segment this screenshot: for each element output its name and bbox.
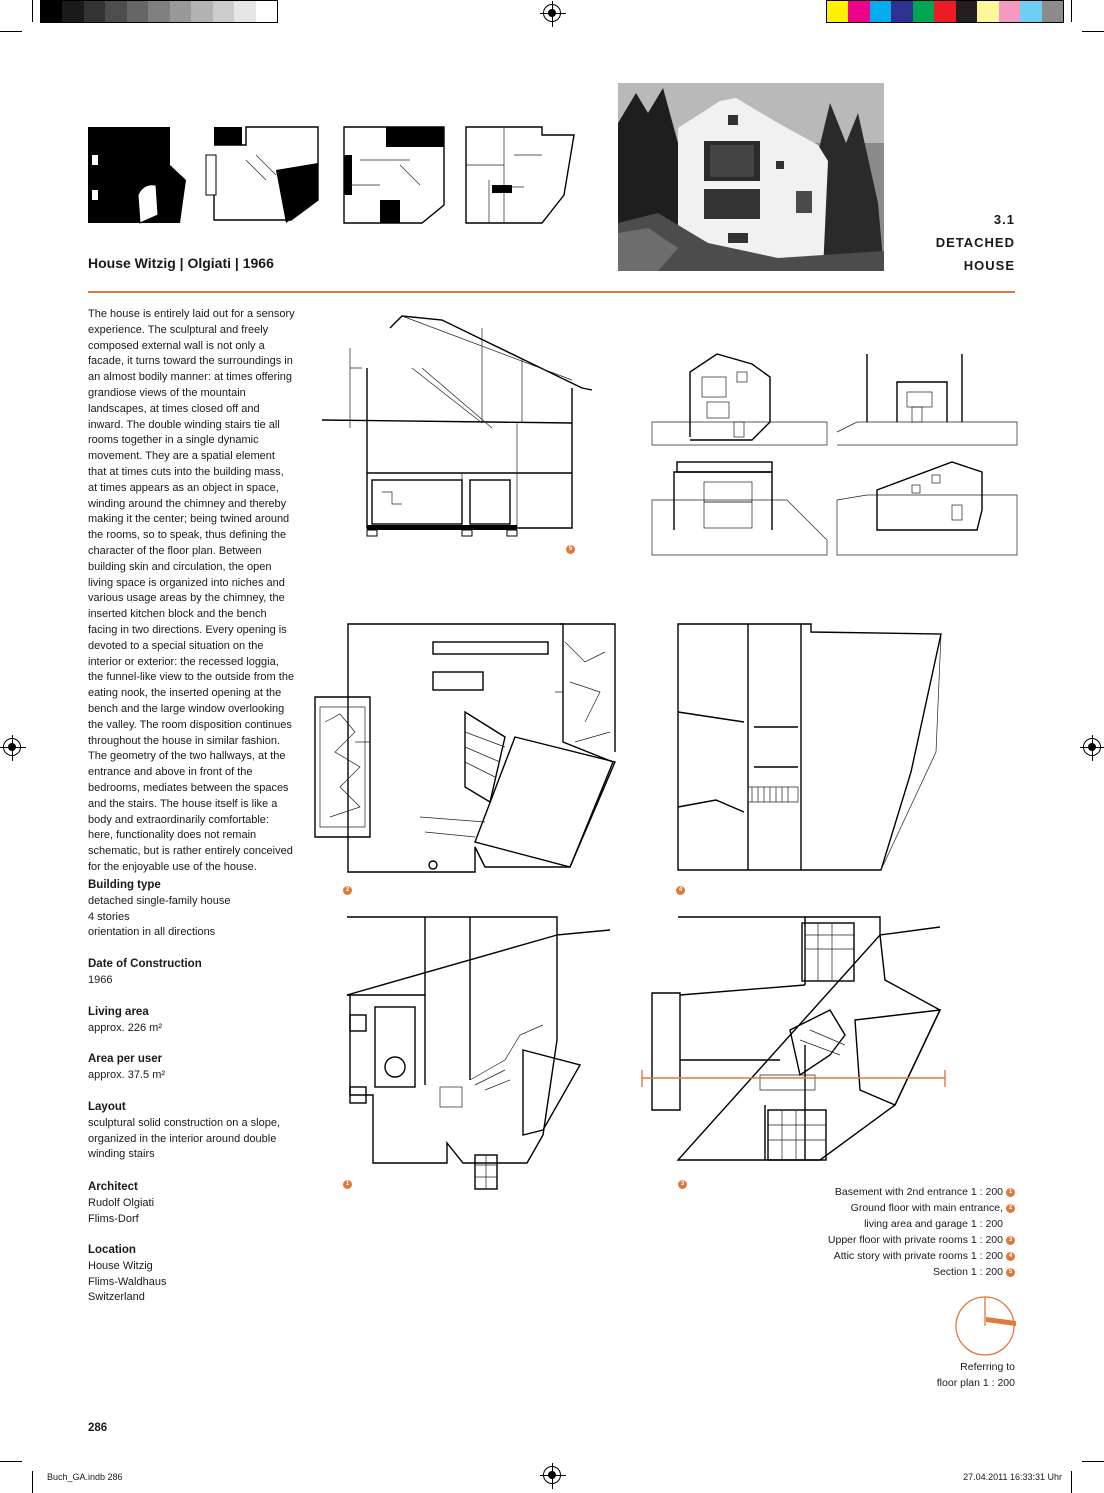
- process-color-bar: [826, 0, 1064, 23]
- color-swatch: [999, 1, 1020, 22]
- legend-number: 5: [1006, 1268, 1015, 1277]
- section-drawing: [322, 308, 607, 548]
- info-line: approx. 226 m²: [88, 1021, 162, 1034]
- color-swatch: [127, 1, 148, 22]
- legend-number: 2: [1006, 1204, 1015, 1213]
- info-heading: Area per user: [88, 1053, 163, 1065]
- elevation-drawings: [652, 352, 1017, 557]
- color-swatch: [256, 1, 277, 22]
- color-swatch: [213, 1, 234, 22]
- color-swatch: [913, 1, 934, 22]
- crop-mark: [32, 1471, 33, 1493]
- info-heading: Layout: [88, 1101, 126, 1113]
- info-date: [88, 957, 303, 989]
- legend-text: Section 1 : 200: [932, 1266, 1003, 1278]
- info-line: 1966: [88, 973, 113, 986]
- color-swatch: [934, 1, 955, 22]
- crop-mark: [1082, 1461, 1104, 1462]
- info-living-area: [88, 1005, 303, 1037]
- color-swatch: [234, 1, 255, 22]
- legend-text: living area and garage 1 : 200: [864, 1218, 1003, 1230]
- section-label: [936, 208, 1015, 277]
- color-swatch: [827, 1, 848, 22]
- section-name-line1: DETACHED: [935, 235, 1015, 250]
- info-heading: Location: [88, 1244, 136, 1256]
- info-layout: [88, 1100, 303, 1163]
- crop-mark: [1071, 0, 1072, 22]
- header-rule: [88, 291, 1015, 293]
- legend-text: Basement with 2nd entrance 1 : 200: [834, 1186, 1003, 1198]
- section-name-line2: HOUSE: [963, 258, 1015, 273]
- info-architect: [88, 1180, 303, 1227]
- info-line: winding stairs: [88, 1148, 155, 1161]
- color-swatch: [84, 1, 105, 22]
- legend-item-3: [828, 1232, 1015, 1248]
- crop-mark: [1071, 1471, 1072, 1493]
- registration-mark-icon: [1083, 738, 1101, 756]
- info-heading: Living area: [88, 1006, 149, 1018]
- legend-item-2b: [828, 1216, 1015, 1232]
- info-area-per-user: [88, 1052, 303, 1084]
- legend-item-5: [828, 1264, 1015, 1280]
- page-title: House Witzig | Olgiati | 1966: [88, 255, 274, 271]
- crop-mark: [0, 31, 22, 32]
- drawing-number-5: 5: [566, 545, 575, 554]
- upper-floor-plan: [640, 915, 950, 1175]
- drawing-number-3: 3: [678, 1180, 687, 1189]
- color-swatch: [848, 1, 869, 22]
- section-number: 3.1: [993, 212, 1015, 227]
- info-heading: Architect: [88, 1181, 138, 1193]
- color-swatch: [148, 1, 169, 22]
- info-line: detached single-family house: [88, 894, 231, 907]
- color-swatch: [170, 1, 191, 22]
- ground-floor-plan: [315, 622, 615, 882]
- info-line: Flims-Dorf: [88, 1212, 139, 1225]
- crop-mark: [0, 1461, 22, 1462]
- legend-item-1: [828, 1184, 1015, 1200]
- registration-mark-icon: [543, 1466, 561, 1484]
- north-arrow-icon: [954, 1295, 1018, 1357]
- color-swatch: [41, 1, 62, 22]
- drawing-number-2: 2: [343, 886, 352, 895]
- drawing-legend: [828, 1184, 1015, 1280]
- attic-plan: [676, 622, 946, 872]
- info-line: sculptural solid construction on a slope,: [88, 1116, 280, 1129]
- legend-item-4: [828, 1248, 1015, 1264]
- color-swatch: [1042, 1, 1063, 22]
- info-line: orientation in all directions: [88, 926, 216, 939]
- drawing-number-1: 1: [343, 1180, 352, 1189]
- thumbnail-floor-plans: [88, 125, 578, 225]
- legend-number: 4: [1006, 1252, 1015, 1261]
- slug-date: 27.04.2011 16:33:31 Uhr: [963, 1472, 1062, 1482]
- info-line: 4 stories: [88, 910, 130, 923]
- info-heading: Date of Construction: [88, 958, 202, 970]
- legend-text: Upper floor with private rooms 1 : 200: [827, 1234, 1003, 1246]
- slug-file: Buch_GA.indb 286: [47, 1472, 123, 1482]
- exterior-photo: [618, 83, 884, 271]
- color-swatch: [1020, 1, 1041, 22]
- scale-note-line2: floor plan 1 : 200: [936, 1377, 1015, 1389]
- legend-number: 1: [1006, 1188, 1015, 1197]
- scale-note: [937, 1359, 1015, 1391]
- info-line: House Witzig: [88, 1259, 153, 1272]
- color-swatch: [956, 1, 977, 22]
- info-line: Switzerland: [88, 1291, 145, 1304]
- info-location: [88, 1243, 303, 1306]
- crop-mark: [32, 0, 33, 22]
- legend-number: 3: [1006, 1236, 1015, 1245]
- info-building-type: [88, 878, 303, 941]
- color-swatch: [105, 1, 126, 22]
- color-swatch: [891, 1, 912, 22]
- legend-item-2: [828, 1200, 1015, 1216]
- color-swatch: [62, 1, 83, 22]
- page-number: 286: [88, 1422, 108, 1434]
- registration-mark-icon: [3, 738, 21, 756]
- legend-text: Attic story with private rooms 1 : 200: [833, 1250, 1003, 1262]
- color-swatch: [191, 1, 212, 22]
- scale-note-line1: Referring to: [960, 1361, 1015, 1373]
- info-heading: Building type: [88, 879, 161, 891]
- drawing-number-4: 4: [676, 886, 685, 895]
- legend-text: Ground floor with main entrance,: [850, 1202, 1003, 1214]
- registration-mark-icon: [543, 4, 561, 22]
- description-text: The house is entirely laid out for a sensory experience. The sculptural and freely composed external wall is not only a facade, it turns toward the surroundings in an almost bodily manner: at times offering grandiose views of the mountain landscapes, at times closed off and inward. The double winding stairs tie all rooms together in a single dynamic movement. They are a spatial element that at times cuts into the building mass, at times appears as an object in space, winding around the chimney and thereby making it the center; being twined around the rooms, so to speak, thus defining the character of the floor plan. Between building skin and circulation, the open living space is organized into niches and various usage areas by the chimney, the inserted kitchen block and the bench facing in two directions. Every opening is devoted to a special situation on the interior or exterior: the recessed loggia, the funnel-like view to the outside from the eating nook, the inserted opening at the bench and the large window overlooking the valley. The room disposition continues throughout the house in similar fashion. The geometry of the two hallways, at the entrance and above in front of the bedrooms, mediates between the spaces and the stairs. The house itself is like a body and extraordinarily comfortable: here, functionality does not remain schematic, but is rather entirely conceived for the enjoyable use of the house.: [88, 308, 295, 873]
- color-swatch: [977, 1, 998, 22]
- grayscale-color-bar: [40, 0, 278, 23]
- info-line: approx. 37.5 m²: [88, 1068, 166, 1081]
- color-swatch: [870, 1, 891, 22]
- info-line: Rudolf Olgiati: [88, 1196, 155, 1209]
- basement-plan: [345, 915, 615, 1195]
- info-line: organized in the interior around double: [88, 1132, 277, 1145]
- crop-mark: [1082, 31, 1104, 32]
- info-line: Flims-Waldhaus: [88, 1275, 167, 1288]
